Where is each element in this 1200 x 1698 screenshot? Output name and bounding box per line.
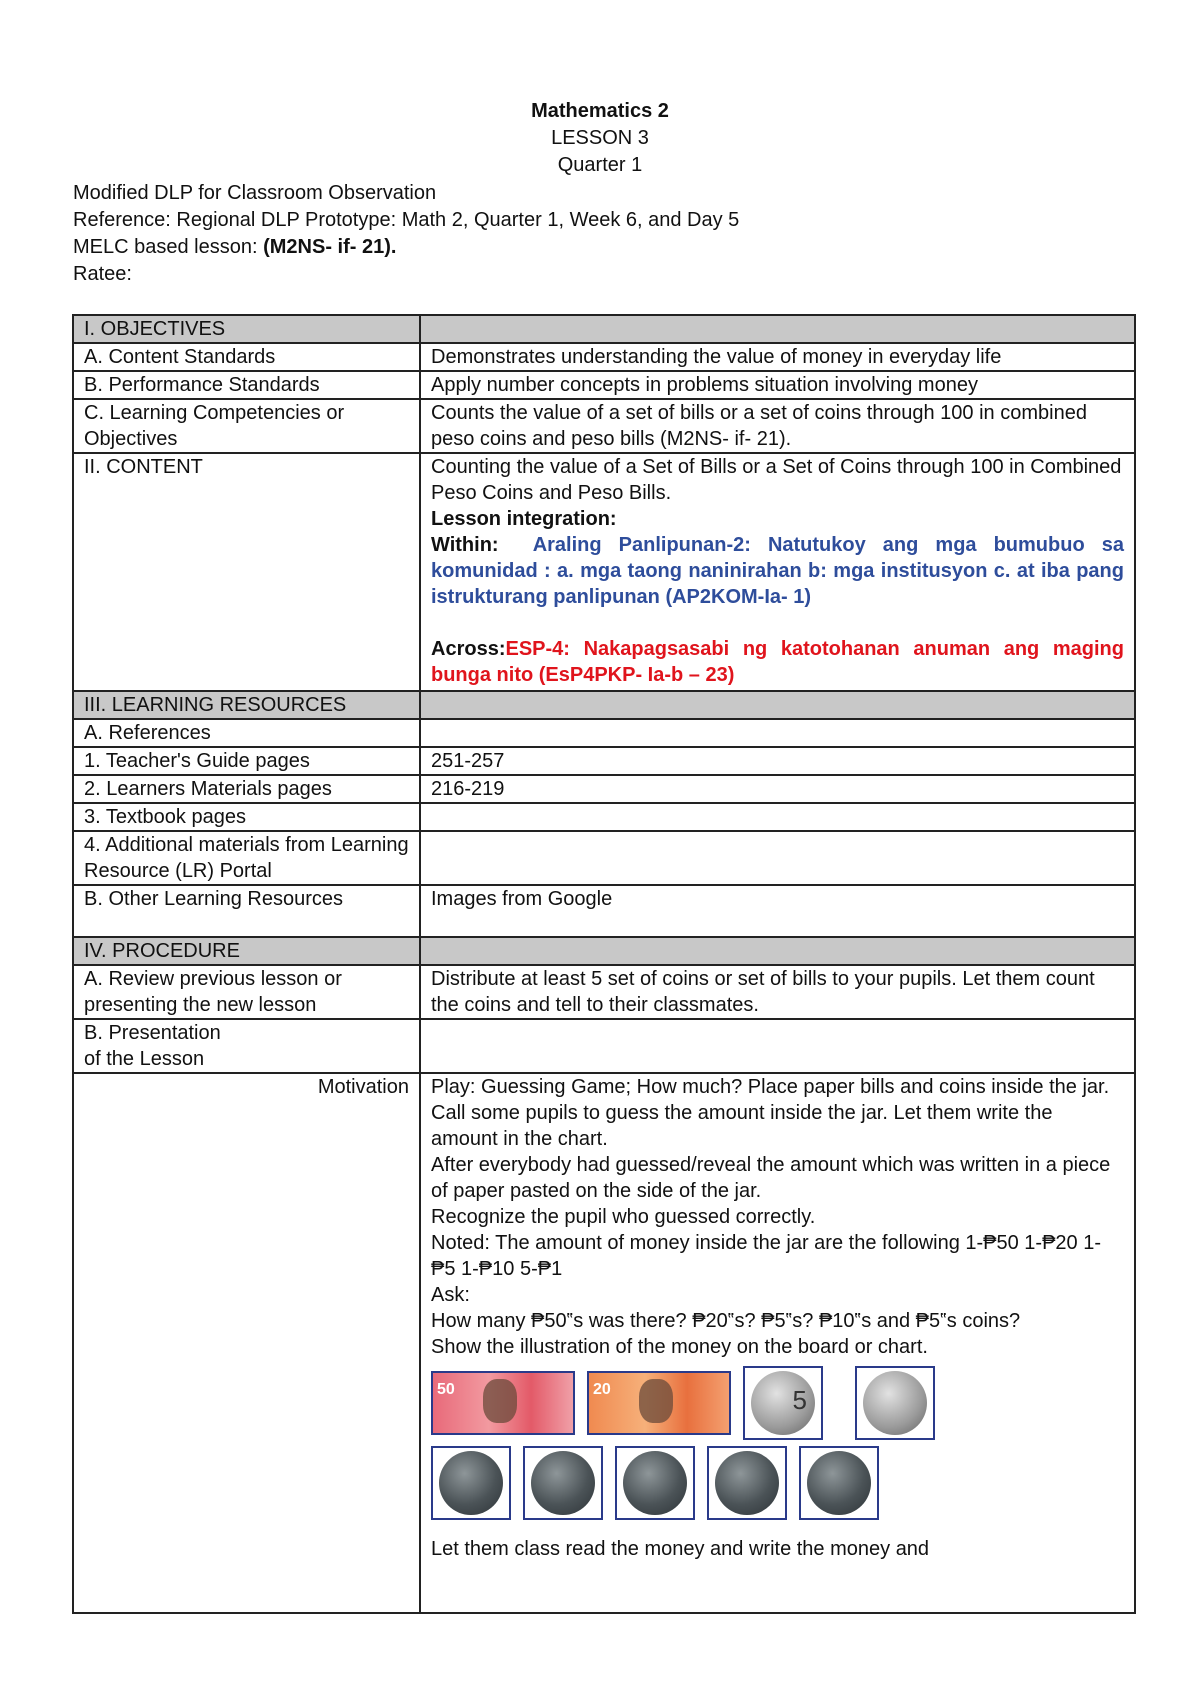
motivation-line: How many ₱50‟s was there? ₱20‟s? ₱5‟s? ₱10‟s and ₱5‟s coins?	[431, 1310, 1021, 1332]
within-text: Araling Panlipunan-2: Natutukoy ang mga bumubuo sa komunidad : a. mga taong naninirahan b: mga institusyon c. at iba pang istrukturang panlipunan (AP2KOM-Ia- 1)	[431, 534, 1124, 608]
empty-cell	[420, 803, 1135, 831]
document-header	[0, 98, 1200, 179]
fifty-peso-bill-image	[431, 1371, 575, 1435]
table-row	[73, 343, 1135, 371]
closing-line: Let them class read the money and write the money and	[431, 1538, 930, 1560]
melc-label: MELC based lesson:	[73, 236, 264, 258]
motivation-cell	[420, 1073, 1135, 1613]
page-title: Mathematics 2	[531, 100, 669, 122]
motivation-line: Ask:	[431, 1284, 470, 1306]
section-resources: III. LEARNING RESOURCES	[73, 691, 420, 719]
lm-label: 2. Learners Materials pages	[73, 775, 420, 803]
ratee-line: Ratee:	[73, 263, 132, 285]
section-procedure: IV. PROCEDURE	[73, 937, 420, 965]
lesson-number: LESSON 3	[551, 127, 649, 149]
one-peso-coin-image	[615, 1446, 695, 1520]
coin-5-label: 5	[792, 1385, 807, 1415]
table-row	[73, 1073, 1135, 1613]
competencies-value: Counts the value of a set of bills or a set of coins through 100 in combined peso coins and peso bills (M2NS- if- 21).	[420, 399, 1135, 453]
table-row	[73, 691, 1135, 719]
table-row	[73, 315, 1135, 343]
table-row	[73, 1019, 1135, 1073]
lm-pages: 216-219	[420, 775, 1135, 803]
performance-standards-value: Apply number concepts in problems situation involving money	[420, 371, 1135, 399]
textbook-label: 3. Textbook pages	[73, 803, 420, 831]
table-row	[73, 371, 1135, 399]
ten-peso-coin-image	[855, 1366, 935, 1440]
tg-label: 1. Teacher's Guide pages	[73, 747, 420, 775]
money-illustration-row-1	[431, 1366, 1124, 1440]
review-label: A. Review previous lesson or presenting the new lesson	[73, 965, 420, 1019]
presentation-label-2: of the Lesson	[84, 1048, 205, 1070]
dlp-table	[72, 314, 1136, 1614]
table-row	[73, 747, 1135, 775]
empty-cell	[420, 719, 1135, 747]
dlp-line: Modified DLP for Classroom Observation	[73, 182, 437, 204]
references-label: A. References	[73, 719, 420, 747]
content-standards-value: Demonstrates understanding the value of money in everyday life	[420, 343, 1135, 371]
table-row	[73, 885, 1135, 937]
across-block	[431, 636, 1124, 688]
content-cell	[420, 453, 1135, 691]
motivation-line: Play: Guessing Game; How much? Place paper bills and coins inside the jar.	[431, 1076, 1110, 1098]
empty-cell	[420, 831, 1135, 885]
performance-standards-label: B. Performance Standards	[73, 371, 420, 399]
presentation-label-1: B. Presentation	[84, 1022, 221, 1044]
review-text: Distribute at least 5 set of coins or set of bills to your pupils. Let them count the coins and tell to their classmates.	[420, 965, 1135, 1019]
twenty-peso-bill-image	[587, 1371, 731, 1435]
motivation-line: After everybody had guessed/reveal the amount which was written in a piece of paper pasted on the side of the jar.	[431, 1154, 1111, 1202]
quarter-label: Quarter 1	[557, 154, 643, 176]
five-peso-coin-image	[743, 1366, 823, 1440]
meta-block	[73, 180, 739, 288]
one-peso-coin-image	[707, 1446, 787, 1520]
melc-code: (M2NS- if- 21).	[263, 236, 397, 258]
table-row	[73, 775, 1135, 803]
other-resources-label: B. Other Learning Resources	[73, 885, 420, 937]
motivation-line: Call some pupils to guess the amount inside the jar. Let them write the amount in the chart.	[431, 1102, 1053, 1150]
melc-line	[73, 234, 739, 261]
competencies-label: C. Learning Competencies or Objectives	[73, 399, 420, 453]
table-row	[73, 803, 1135, 831]
content-label: II. CONTENT	[73, 453, 420, 691]
other-resources-value: Images from Google	[420, 885, 1135, 937]
motivation-line: Noted: The amount of money inside the jar are the following 1-₱50 1-₱20 1-₱5 1-₱10 5-₱1	[431, 1232, 1102, 1280]
empty-cell	[420, 691, 1135, 719]
content-value: Counting the value of a Set of Bills or a Set of Coins through 100 in Combined Peso Coins and Peso Bills.	[431, 456, 1122, 504]
within-block	[431, 532, 1124, 610]
empty-cell	[420, 1019, 1135, 1073]
table-row	[73, 831, 1135, 885]
one-peso-coin-image	[431, 1446, 511, 1520]
motivation-label: Motivation	[73, 1073, 420, 1613]
presentation-label	[73, 1019, 420, 1073]
table-row	[73, 399, 1135, 453]
motivation-line: Show the illustration of the money on the board or chart.	[431, 1336, 928, 1358]
additional-label: 4. Additional materials from Learning Resource (LR) Portal	[73, 831, 420, 885]
table-row	[73, 965, 1135, 1019]
tg-pages: 251-257	[420, 747, 1135, 775]
motivation-line: Recognize the pupil who guessed correctly.	[431, 1206, 816, 1228]
bill-50-label: 50	[437, 1381, 455, 1398]
across-text: ESP-4: Nakapagsasabi ng katotohanan anuman ang maging bunga nito (EsP4PKP- Ia-b – 23)	[431, 638, 1124, 686]
section-objectives: I. OBJECTIVES	[73, 315, 420, 343]
empty-cell	[420, 315, 1135, 343]
empty-cell	[420, 937, 1135, 965]
bill-20-label: 20	[593, 1381, 611, 1398]
one-peso-coin-image	[799, 1446, 879, 1520]
table-row	[73, 719, 1135, 747]
reference-line: Reference: Regional DLP Prototype: Math 2, Quarter 1, Week 6, and Day 5	[73, 209, 740, 231]
one-peso-coin-image	[523, 1446, 603, 1520]
content-standards-label: A. Content Standards	[73, 343, 420, 371]
table-row	[73, 453, 1135, 691]
table-row	[73, 937, 1135, 965]
across-label: Across:	[431, 638, 506, 660]
within-label: Within:	[431, 534, 499, 556]
integration-label: Lesson integration:	[431, 508, 617, 530]
money-illustration-row-2	[431, 1446, 1124, 1520]
